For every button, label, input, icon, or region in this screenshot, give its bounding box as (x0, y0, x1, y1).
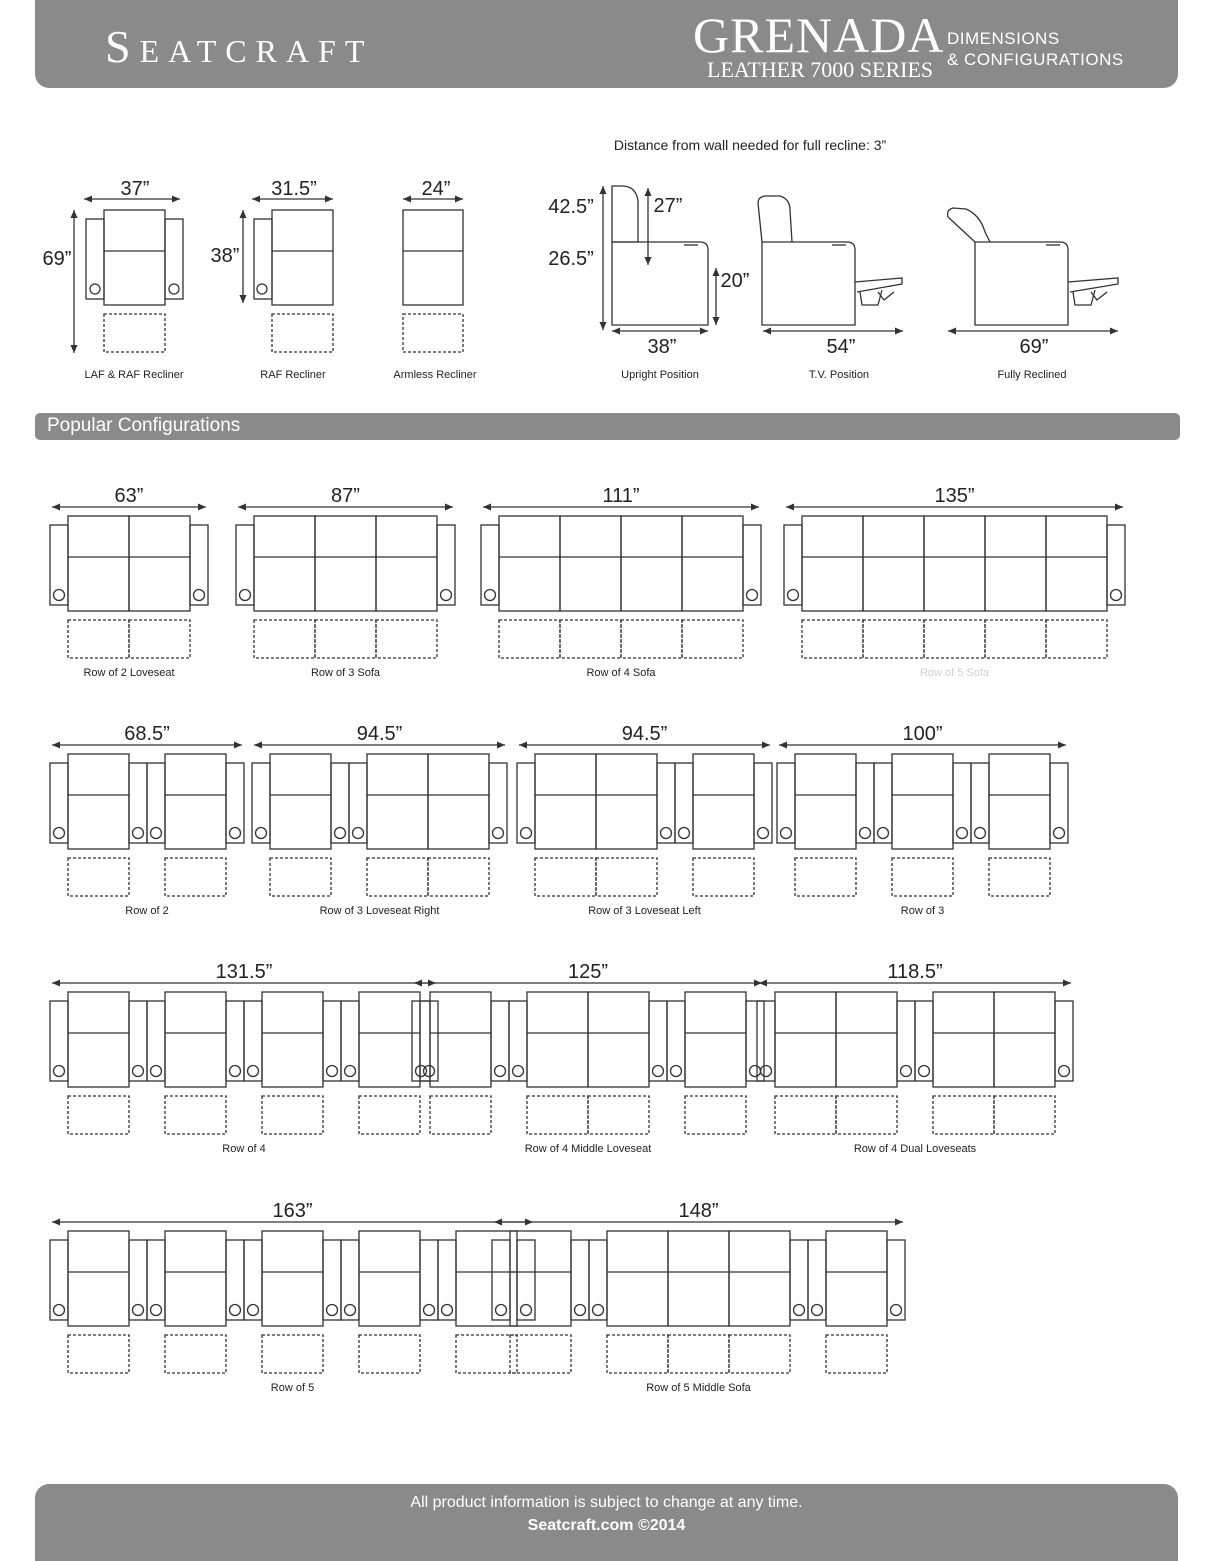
cupholder-icon (496, 1305, 507, 1316)
footrest-outline (376, 620, 437, 658)
armrest (420, 1001, 438, 1081)
configuration-diagram (412, 983, 764, 1134)
armrest (226, 763, 244, 843)
side-view-reclined (948, 208, 1118, 331)
footrest-outline (262, 1335, 323, 1373)
seat (892, 754, 953, 849)
seat (428, 754, 489, 849)
unit-armless-recliner (403, 199, 463, 352)
cupholder-icon (345, 1066, 356, 1077)
armrest (50, 763, 68, 843)
cupholder-icon (901, 1066, 912, 1077)
configuration-width: 135” (934, 485, 975, 507)
configuration-width: 131.5” (215, 961, 273, 983)
configuration-width: 94.5” (356, 723, 403, 745)
armrest (226, 1240, 244, 1320)
recline-note: Distance from wall needed for full recline: 3” (613, 137, 887, 153)
cupholder-icon (1111, 590, 1122, 601)
footrest-outline (989, 858, 1050, 896)
seat (924, 516, 985, 611)
armrest (492, 1240, 510, 1320)
armrest (784, 525, 802, 605)
seat (682, 516, 743, 611)
footrest-outline (254, 620, 315, 658)
cupholder-icon (812, 1305, 823, 1316)
configuration-diagram (236, 507, 455, 658)
configuration-caption: Row of 5 Middle Sofa (646, 1382, 751, 1394)
footrest-outline (682, 620, 743, 658)
footrest-outline (994, 1096, 1055, 1134)
seat (836, 992, 897, 1087)
unit-raf-caption: RAF Recliner (260, 369, 326, 381)
configuration-width: 125” (567, 961, 609, 983)
configuration-diagram (481, 507, 761, 658)
footer-site: Seatcraft.com ©2014 (527, 1517, 686, 1534)
footrest-outline (826, 1335, 887, 1373)
armrest (129, 1240, 147, 1320)
unit-armless-width: 24” (421, 178, 451, 200)
seat (729, 1231, 790, 1326)
seat (68, 992, 129, 1087)
seat (68, 1231, 129, 1326)
seat (367, 754, 428, 849)
upright-depth: 38” (647, 336, 677, 358)
armrest (50, 1001, 68, 1081)
cupholder-icon (194, 590, 205, 601)
armrest (971, 763, 989, 843)
cupholder-icon (230, 828, 241, 839)
armrest (412, 1001, 430, 1081)
configuration-diagram (50, 1222, 535, 1373)
cupholder-icon (653, 1066, 664, 1077)
cupholder-icon (493, 828, 504, 839)
footrest-outline (359, 1096, 420, 1134)
armrest (856, 763, 874, 843)
armrest (420, 1240, 438, 1320)
cupholder-icon (54, 1066, 65, 1077)
footrest-outline (775, 1096, 836, 1134)
armrest (1055, 1001, 1073, 1081)
cupholder-icon (661, 828, 672, 839)
seat (994, 992, 1055, 1087)
armrest (790, 1240, 808, 1320)
footrest-outline (359, 1335, 420, 1373)
configuration-diagram (50, 983, 438, 1134)
armrest (675, 763, 693, 843)
cupholder-icon (671, 1066, 682, 1077)
unit-raf-recliner (243, 199, 333, 352)
configuration-diagram (50, 507, 208, 658)
armrest (50, 525, 68, 605)
armrest (147, 1001, 165, 1081)
armrest (481, 525, 499, 605)
footrest-outline (510, 1335, 571, 1373)
footrest-outline (527, 1096, 588, 1134)
seat (795, 754, 856, 849)
cupholder-icon (335, 828, 346, 839)
configuration-width: 111” (602, 485, 640, 507)
cupholder-icon (758, 828, 769, 839)
footrest-outline (1046, 620, 1107, 658)
configuration-diagram (50, 745, 244, 896)
configuration-caption: Row of 3 Sofa (310, 667, 381, 679)
armrest (915, 1001, 933, 1081)
footrest-outline (621, 620, 682, 658)
cupholder-icon (750, 1066, 761, 1077)
armrest (777, 763, 795, 843)
reclined-caption: Fully Reclined (997, 369, 1067, 381)
cupholder-icon (54, 590, 65, 601)
armrest (491, 1001, 509, 1081)
unit-laf-width: 37” (120, 178, 150, 200)
footrest-outline (795, 858, 856, 896)
armrest (489, 763, 507, 843)
side-view-tv (758, 196, 903, 331)
footrest-outline (262, 1096, 323, 1134)
armrest (953, 763, 971, 843)
cupholder-icon (345, 1305, 356, 1316)
armrest (50, 1240, 68, 1320)
cupholder-icon (54, 828, 65, 839)
configuration-diagram (784, 507, 1125, 658)
cupholder-icon (521, 828, 532, 839)
cupholder-icon (248, 1305, 259, 1316)
footrest-outline (836, 1096, 897, 1134)
seat (802, 516, 863, 611)
seat (989, 754, 1050, 849)
seat (359, 992, 420, 1087)
seat (376, 516, 437, 611)
configuration-width: 118.5” (887, 961, 943, 983)
cupholder-icon (54, 1305, 65, 1316)
configuration-caption: Row of 2 Loveseat (83, 667, 175, 679)
configuration-caption: Row of 4 (222, 1143, 266, 1155)
armrest (667, 1001, 685, 1081)
upright-caption: Upright Position (621, 369, 699, 381)
armrest (129, 763, 147, 843)
footrest-outline (165, 858, 226, 896)
seat (262, 1231, 323, 1326)
configuration-caption: Row of 4 Middle Loveseat (524, 1143, 652, 1155)
document-type-line1: DIMENSIONS (947, 29, 1060, 48)
seat (621, 516, 682, 611)
armrest (437, 525, 455, 605)
seat (668, 1231, 729, 1326)
cupholder-icon (781, 828, 792, 839)
seat (165, 754, 226, 849)
configuration-diagram (492, 1222, 905, 1373)
cupholder-icon (878, 828, 889, 839)
cupholder-icon (230, 1305, 241, 1316)
configuration-width: 148” (678, 1200, 719, 1222)
configuration-width: 68.5” (124, 723, 170, 745)
footer-banner (35, 1484, 1178, 1561)
cupholder-icon (957, 828, 968, 839)
cupholder-icon (151, 1066, 162, 1077)
configuration-caption: Row of 3 Loveseat Left (588, 905, 701, 917)
configurations-group (50, 485, 1125, 1394)
unit-laf-caption: LAF & RAF Recliner (84, 369, 184, 381)
unit-armless-caption: Armless Recliner (393, 369, 477, 381)
seat (510, 1231, 571, 1326)
footrest-outline (863, 620, 924, 658)
cupholder-icon (424, 1305, 435, 1316)
cupholder-icon (975, 828, 986, 839)
tv-caption: T.V. Position (808, 369, 870, 381)
tv-depth: 54” (826, 336, 856, 358)
footrest-outline (499, 620, 560, 658)
seat (499, 516, 560, 611)
seat (165, 992, 226, 1087)
armrest (874, 763, 892, 843)
armrest (517, 763, 535, 843)
unit-raf-width: 31.5” (271, 178, 317, 200)
seat (430, 992, 491, 1087)
armrest (887, 1240, 905, 1320)
seat (527, 992, 588, 1087)
cupholder-icon (679, 828, 690, 839)
footrest-outline (924, 620, 985, 658)
seat (933, 992, 994, 1087)
configuration-caption: Row of 4 Dual Loveseats (853, 1143, 977, 1155)
armrest (743, 525, 761, 605)
armrest (244, 1001, 262, 1081)
armrest (331, 763, 349, 843)
armrest (808, 1240, 826, 1320)
unit-raf-depth: 38” (210, 245, 240, 267)
armrest (649, 1001, 667, 1081)
footrest-outline (985, 620, 1046, 658)
cupholder-icon (248, 1066, 259, 1077)
footrest-outline (456, 1335, 517, 1373)
footrest-outline (165, 1096, 226, 1134)
cupholder-icon (891, 1305, 902, 1316)
armrest (897, 1001, 915, 1081)
armrest (571, 1240, 589, 1320)
seat (588, 992, 649, 1087)
configuration-caption: Row of 4 Sofa (586, 667, 656, 679)
cupholder-icon (230, 1066, 241, 1077)
footrest-outline (607, 1335, 668, 1373)
footrest-outline (315, 620, 376, 658)
seat (596, 754, 657, 849)
cupholder-icon (919, 1066, 930, 1077)
footrest-outline (428, 858, 489, 896)
footrest-outline (535, 858, 596, 896)
cupholder-icon (442, 1305, 453, 1316)
armrest (754, 763, 772, 843)
footrest-outline (933, 1096, 994, 1134)
cupholder-icon (860, 828, 871, 839)
cupholder-icon (575, 1305, 586, 1316)
armrest (226, 1001, 244, 1081)
footrest-outline (588, 1096, 649, 1134)
seat (359, 1231, 420, 1326)
armrest (349, 763, 367, 843)
configuration-caption: Row of 5 (270, 1382, 315, 1394)
configuration-caption: Row of 5 Sofa (919, 667, 990, 679)
configuration-width: 94.5” (621, 723, 668, 745)
armrest (129, 1001, 147, 1081)
configuration-width: 87” (331, 485, 360, 507)
seat (607, 1231, 668, 1326)
footrest-outline (668, 1335, 729, 1373)
footrest-outline (270, 858, 331, 896)
armrest (1050, 763, 1068, 843)
cupholder-icon (1054, 828, 1065, 839)
configuration-diagram (757, 983, 1073, 1134)
seat (826, 1231, 887, 1326)
seat (68, 516, 129, 611)
cupholder-icon (788, 590, 799, 601)
cupholder-icon (327, 1305, 338, 1316)
configuration-caption: Row of 2 (125, 905, 169, 917)
footrest-outline (802, 620, 863, 658)
armrest (517, 1240, 535, 1320)
cupholder-icon (151, 1305, 162, 1316)
armrest (341, 1240, 359, 1320)
cupholder-icon (513, 1066, 524, 1077)
configuration-caption: Row of 3 (900, 905, 945, 917)
seat (129, 516, 190, 611)
cupholder-icon (761, 1066, 772, 1077)
seat (270, 754, 331, 849)
section-title: Popular Configurations (47, 415, 241, 436)
footrest-outline (560, 620, 621, 658)
seat (165, 1231, 226, 1326)
cupholder-icon (521, 1305, 532, 1316)
armrest (323, 1001, 341, 1081)
seat (456, 1231, 517, 1326)
cupholder-icon (240, 590, 251, 601)
footrest-outline (165, 1335, 226, 1373)
footrest-outline (693, 858, 754, 896)
configuration-diagram (777, 745, 1068, 896)
seat (863, 516, 924, 611)
footrest-outline (367, 858, 428, 896)
armrest (190, 525, 208, 605)
footrest-outline (129, 620, 190, 658)
seat (685, 992, 746, 1087)
upright-total-height: 42.5” (548, 196, 594, 218)
cupholder-icon (151, 828, 162, 839)
cupholder-icon (133, 828, 144, 839)
armrest (589, 1240, 607, 1320)
upright-back-height: 27” (653, 195, 683, 217)
armrest (341, 1001, 359, 1081)
seat (985, 516, 1046, 611)
footrest-outline (596, 858, 657, 896)
footrest-outline (68, 858, 129, 896)
cupholder-icon (593, 1305, 604, 1316)
cupholder-icon (495, 1066, 506, 1077)
seat (535, 754, 596, 849)
footrest-outline (729, 1335, 790, 1373)
unit-laf-raf-recliner (74, 199, 183, 353)
cupholder-icon (256, 828, 267, 839)
cupholder-icon (416, 1066, 427, 1077)
cupholder-icon (747, 590, 758, 601)
cupholder-icon (327, 1066, 338, 1077)
armrest (252, 763, 270, 843)
footrest-outline (68, 1335, 129, 1373)
seat (262, 992, 323, 1087)
armrest (1107, 525, 1125, 605)
document-type-line2: & CONFIGURATIONS (947, 50, 1124, 69)
configuration-caption: Row of 3 Loveseat Right (319, 905, 440, 917)
cupholder-icon (133, 1066, 144, 1077)
cupholder-icon (1059, 1066, 1070, 1077)
armrest (244, 1240, 262, 1320)
model-name: GRENADA (693, 7, 945, 63)
armrest (509, 1001, 527, 1081)
cupholder-icon (441, 590, 452, 601)
footrest-outline (68, 620, 129, 658)
footer-note: All product information is subject to change at any time. (410, 1494, 803, 1511)
armrest (147, 1240, 165, 1320)
brand-logo: Seatcraft (105, 21, 374, 72)
configuration-diagram (517, 745, 772, 896)
footrest-outline (892, 858, 953, 896)
armrest (657, 763, 675, 843)
upright-arm-height: 20” (720, 270, 750, 292)
seat (68, 754, 129, 849)
armrest (147, 763, 165, 843)
armrest (323, 1240, 341, 1320)
cupholder-icon (353, 828, 364, 839)
configuration-width: 63” (114, 485, 144, 507)
footrest-outline (685, 1096, 746, 1134)
reclined-depth: 69” (1019, 336, 1049, 358)
configuration-width: 100” (902, 723, 943, 745)
upright-seat-height: 26.5” (548, 248, 594, 270)
seat (560, 516, 621, 611)
armrest (236, 525, 254, 605)
cupholder-icon (794, 1305, 805, 1316)
cupholder-icon (485, 590, 496, 601)
configuration-width: 163” (272, 1200, 313, 1222)
seat (315, 516, 376, 611)
armrest (438, 1240, 456, 1320)
seat (775, 992, 836, 1087)
footrest-outline (68, 1096, 129, 1134)
seat (254, 516, 315, 611)
seat (1046, 516, 1107, 611)
cupholder-icon (133, 1305, 144, 1316)
footrest-outline (430, 1096, 491, 1134)
seat (693, 754, 754, 849)
configuration-diagram (252, 745, 507, 896)
series-name: LEATHER 7000 SERIES (707, 57, 934, 82)
unit-laf-depth: 69” (42, 248, 72, 270)
